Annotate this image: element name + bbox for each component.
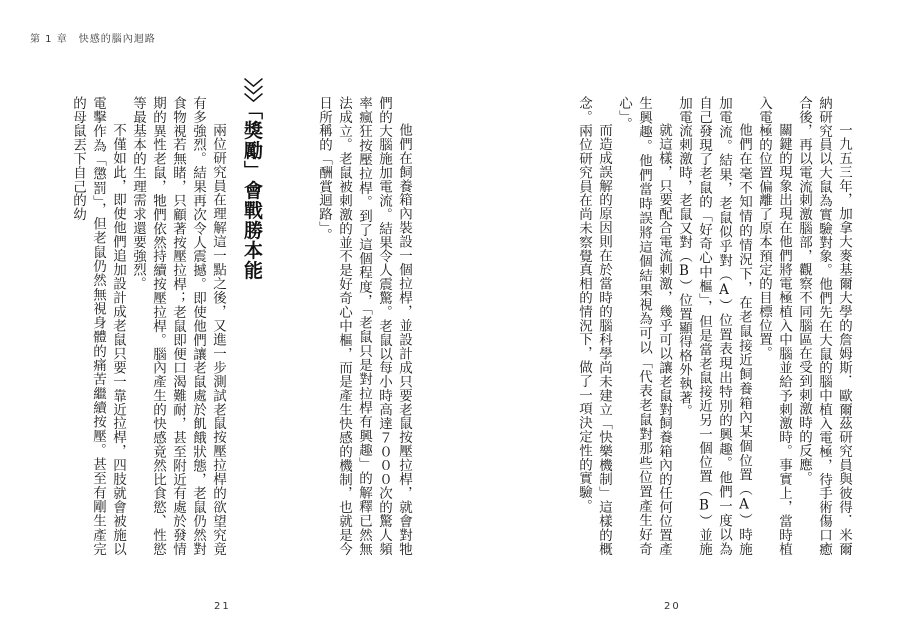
paragraph: 不僅如此，即使他們追加設計成老鼠只要一靠近拉桿，四肢就會被施以電擊作為「懲罰」，但老鼠仍然無視身體的痛苦繼續按壓。甚至有剛生產完的母鼠丟下自己的幼 xyxy=(70,96,126,556)
running-head: 第 1 章 快感的腦內迴路 xyxy=(30,34,156,45)
paragraph: 關鍵的現象出現在他們將電極植入中腦並給予刺激時。事實上，當時植入電極的位置偏離了原本預定的目標位置。 xyxy=(756,96,792,556)
heading-text: 「獎勵」會戰勝本能 xyxy=(241,110,263,281)
right-page-text xyxy=(474,96,854,556)
paragraph: 就這樣，只要配合電流刺激，幾乎可以讓老鼠對飼養箱內的任何位置產生興趣。他們當時誤將這個結果視為可以「代表老鼠對那些位置產生好奇心」。 xyxy=(616,96,672,556)
left-page-bottom-text xyxy=(58,96,228,556)
heading-chevrons-icon: 〉〉〉 xyxy=(241,78,263,110)
page-number: 20 xyxy=(664,601,681,612)
paragraph: 兩位研究員在理解這一點之後，又進一步測試老鼠按壓拉桿的欲望究竟有多強烈。結果再次令人震撼。即使他們讓老鼠處於飢餓狀態，老鼠仍然對食物視若無睹，只顧著按壓拉桿；老鼠即便口渴難耐，甚至附近有處於發情期的異性老鼠，牠們依然持續按壓拉桿。腦內產生的快感竟然比食慾、性慾等最基本的生理需求還要強烈。 xyxy=(130,96,226,556)
paragraph: 一九五三年，加拿大麥基爾大學的詹姆斯．歐爾茲研究員與彼得．米爾納研究員以大鼠為實驗對象。他們先在大鼠的腦中植入電極，待手術傷口癒合後，再以電流刺激腦部，觀察不同腦區在受到刺激時的反應。 xyxy=(796,96,852,556)
page-number: 21 xyxy=(214,601,231,612)
paragraph: 他們在飼養箱內裝設一個拉桿，並設計成只要老鼠按壓拉桿，就會對牠們的大腦施加電流。結果令人震驚。老鼠以每小時高達７０００次的驚人頻率瘋狂按壓拉桿。到了這個程度，「老鼠只是對拉桿有興趣」的解釋已然無法成立。老鼠被刺激的並不是好奇心中樞，而是產生快感的機制，也就是今日所稱的「酬賞迴路」。 xyxy=(316,96,412,556)
section-heading xyxy=(232,78,266,438)
right-page xyxy=(450,0,900,638)
paragraph: 而造成誤解的原因則在於當時的腦科學尚未建立「快樂機制」這樣的概念。兩位研究員在尚未察覺真相的情況下，做了一項決定性的實驗。 xyxy=(576,96,612,556)
paragraph: 他們在毫不知情的情況下，在老鼠接近飼養箱內某個位置（A）時施加電流。結果，老鼠似乎對（A）位置表現出特別的興趣。他們一度以為自己發現了老鼠的「好奇心中樞」，但是當老鼠接近另一個位置（B）並施加電流刺激時，老鼠又對（B）位置顯得格外執著。 xyxy=(676,96,752,556)
